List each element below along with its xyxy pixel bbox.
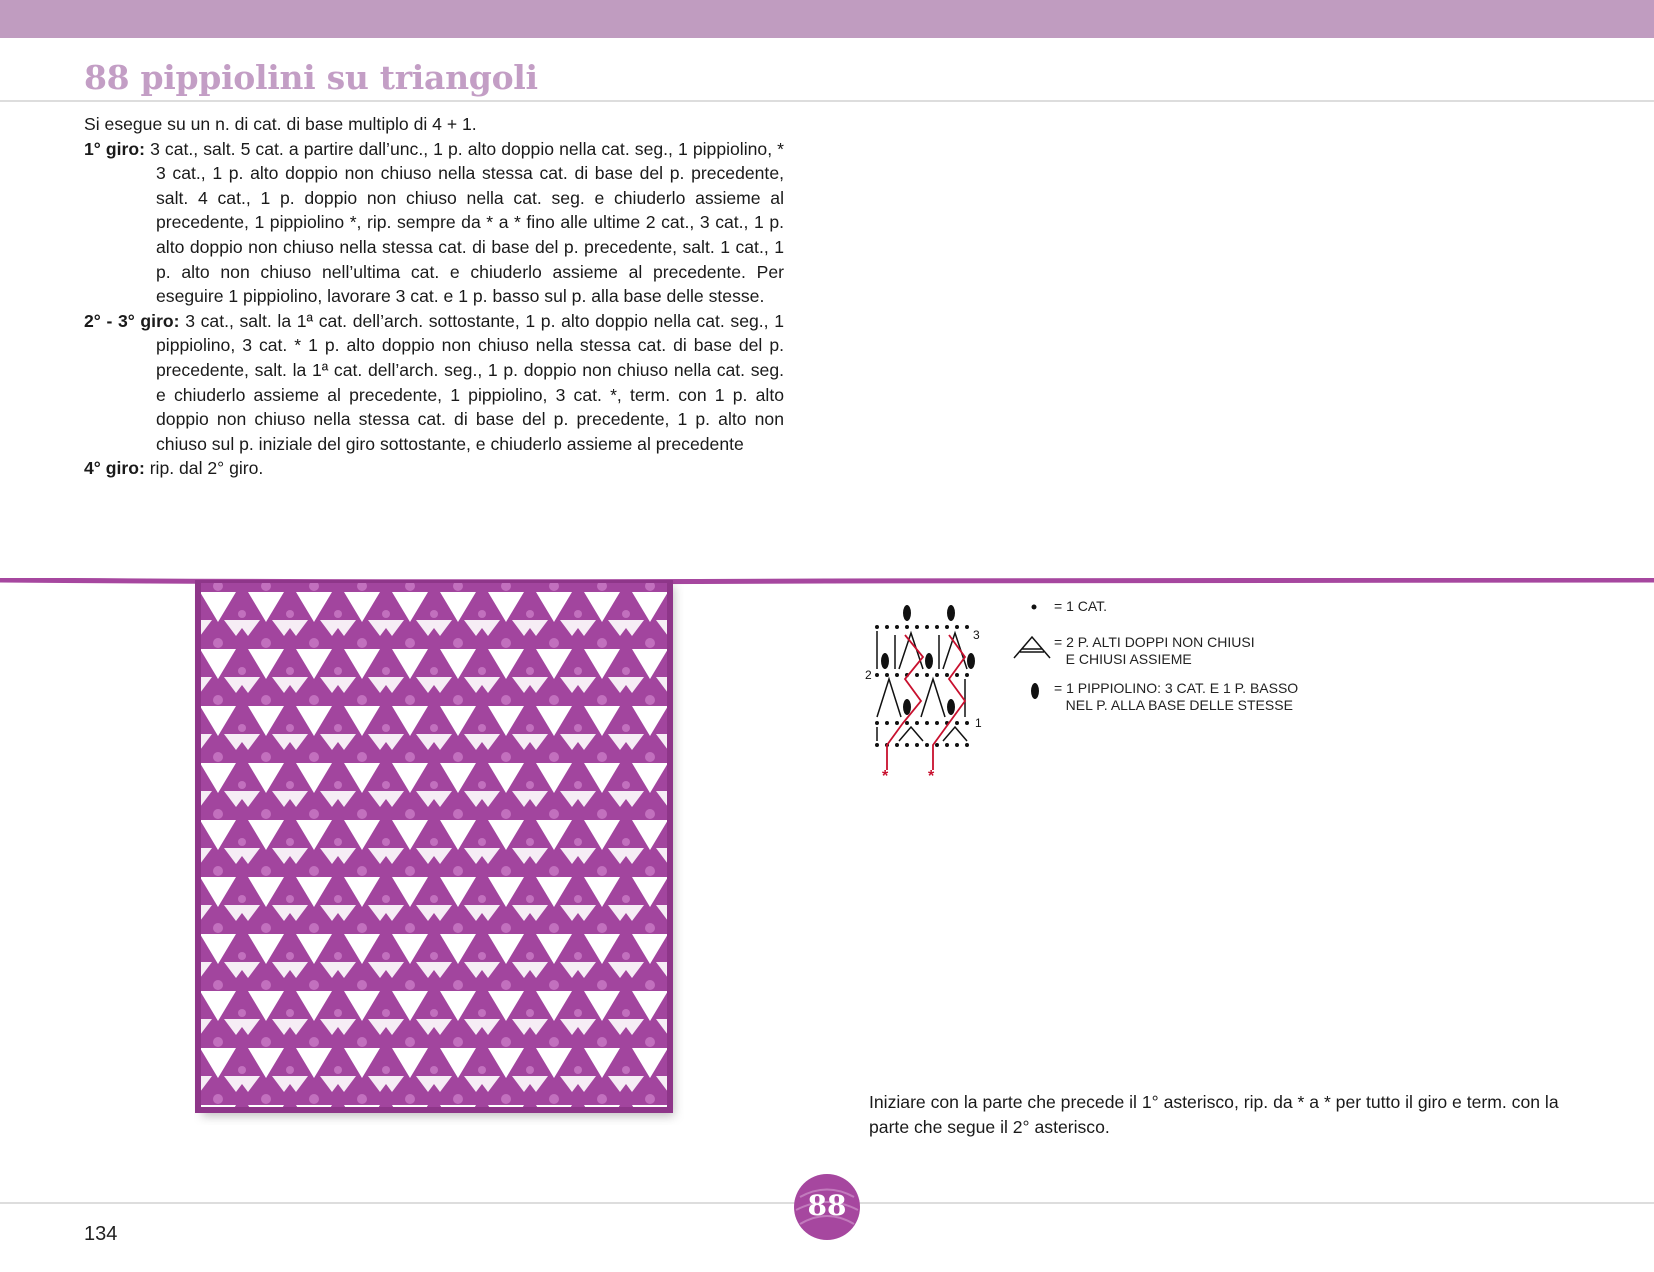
round-4-text: rip. dal 2° giro.	[149, 458, 264, 479]
chart-row-label-2: 2	[865, 668, 872, 682]
legend-text-triangle: = 2 P. ALTI DOPPI NON CHIUSI E CHIUSI ASSIEME	[1054, 634, 1255, 667]
triangle-stitch-icon	[1010, 634, 1054, 660]
pattern-number-badge	[792, 1172, 862, 1242]
round-1	[84, 137, 784, 309]
stitch-chart	[865, 595, 995, 780]
dot-icon	[1010, 598, 1050, 616]
page-title: 88 pippiolini su triangoli	[84, 58, 538, 97]
page-number: 134	[84, 1223, 118, 1245]
round-1-label: 1° giro:	[84, 138, 145, 159]
chart-row-label-1: 1	[975, 716, 982, 730]
intro-text: Si esegue su un n. di cat. di base multiplo di 4 + 1.	[84, 114, 477, 134]
round-2-3-text: 3 cat., salt. la 1ª cat. dell’arch. sottostante, 1 p. alto doppio nella cat. seg., 1 pippiolino, 3 cat. * 1 p. alto doppio non chiuso nella stessa cat. di base del p. precedente, salt. la 1ª cat. dell’arch. seg., 1 p. doppio non chiuso nella cat. seg. e chiuderlo assieme al precedente, 1 pippiolino, 3 cat. *, term. con 1 p. alto doppio non chiuso nella stessa cat. di base del p. precedente, 1 p. alto non chiuso sul p. iniziale del giro sottostante, e chiuderlo assieme al precedente	[156, 310, 784, 454]
round-4-label: 4° giro:	[84, 458, 145, 479]
repeat-mark-end: *	[928, 768, 935, 780]
teardrop-icon	[1010, 680, 1050, 704]
badge-number: 88	[807, 1189, 847, 1222]
round-2-3-label: 2° - 3° giro:	[84, 310, 180, 331]
legend-text-chain: = 1 CAT.	[1054, 598, 1108, 614]
round-4	[84, 456, 784, 481]
chart-row-label-3: 3	[973, 628, 980, 642]
header-band	[0, 0, 1654, 38]
title-divider	[0, 100, 1654, 102]
legend-text-picot: = 1 PIPPIOLINO: 3 CAT. E 1 P. BASSO NEL P. ALLA BASE DELLE STESSE	[1054, 680, 1299, 713]
chart-note: Iniziare con la parte che precede il 1° asterisco, rip. da * a * per tutto il giro e term. con la parte che segue il 2° asterisco.	[869, 1092, 1559, 1137]
instructions	[84, 112, 784, 481]
repeat-mark-start: *	[882, 768, 889, 780]
round-2-3	[84, 309, 784, 457]
round-1-text: 3 cat., salt. 5 cat. a partire dall’unc., 1 p. alto doppio nella cat. seg., 1 pippiolino, * 3 cat., 1 p. alto doppio non chiuso nella stessa cat. di base del p. precedente, salt. 4 cat., 1 p. doppio non chiuso nella cat. seg. e chiuderlo assieme al precedente, 1 pippiolino *, rip. sempre da * a * fino alle ultime 2 cat., 3 cat., 1 p. alto doppio non chiuso nella stessa cat. di base del p. precedente, salt. 1 cat., 1 p. alto non chiuso nell’ultima cat. e chiuderlo assieme al precedente. Per eseguire 1 pippiolino, lavorare 3 cat. e 1 p. basso sul p. alla base delle stesse.	[150, 138, 785, 307]
crochet-swatch-image	[194, 580, 684, 1125]
